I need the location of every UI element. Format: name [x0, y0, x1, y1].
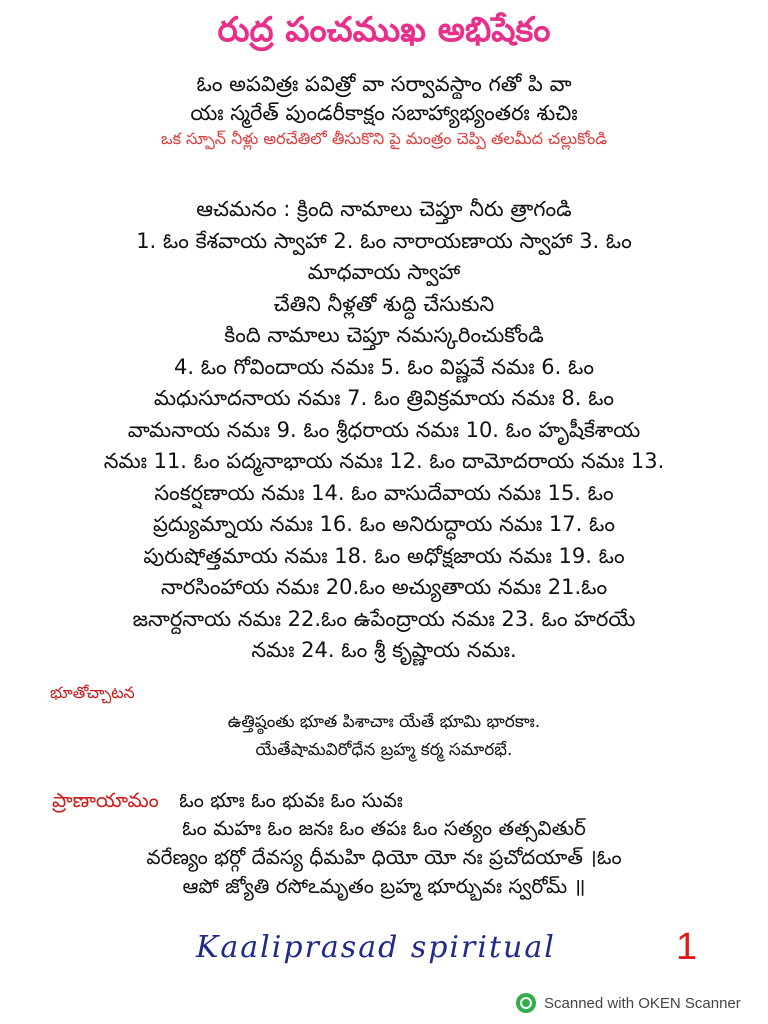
- achamanam-line: సంకర్షణాయ నమః 14. ఓం వాసుదేవాయ నమః 15. ఓం: [154, 480, 614, 505]
- scanner-logo-icon: [516, 993, 536, 1013]
- achamanam-line: నమః 24. ఓం శ్రీ కృష్ణాయ నమః.: [251, 638, 517, 662]
- achamanam-line: ప్రద్యుమ్నాయ నమః 16. ఓం అనిరుద్ధాయ నమః 17. ఓం: [152, 512, 616, 536]
- achamanam-line: పురుషోత్తమాయ నమః 18. ఓం అధోక్షజాయ నమః 19. ఓం: [143, 543, 625, 568]
- bhutochatana-label: భూతోచ్చాటన: [50, 683, 135, 702]
- author-signature: Kaaliprasad spiritual: [196, 930, 556, 965]
- page-number: 1: [676, 926, 698, 968]
- bhutochatana-line: యేతేషామవిరోధేన బ్రహ్మ కర్మ సమారభే.: [255, 740, 513, 760]
- intro-line: యః స్మరేత్ పుండరీకాక్షం సబాహ్యాభ్యంతరః శుచిః: [190, 101, 578, 125]
- achamanam-line: నారసింహాయ నమః 20.ఓం అచ్యుతాయ నమః 21.ఓం: [160, 575, 608, 599]
- scanner-watermark: [516, 992, 741, 1014]
- achamanam-line: జనార్దనాయ నమః 22.ఓం ఉపేంద్రాయ నమః 23. ఓం హరయే: [132, 606, 636, 631]
- pranayamam-line: వరేణ్యం భర్గో దేవస్య ధీమహి ధియో యో నః ప్రచోదయాత్ ।ఓం: [146, 845, 622, 869]
- achamanam-line: కింది నామాలు చెప్తూ నమస్కరించుకోండి: [224, 323, 544, 347]
- page-title: రుద్ర పంచముఖ అభిషేకం: [217, 10, 551, 50]
- pranayamam-line: ఓం మహః ఓం జనః ఓం తపః ఓం సత్యం తత్సవితుర్: [182, 816, 586, 840]
- achamanam-line: వామనాయ నమః 9. ఓం శ్రీధరాయ నమః 10. ఓం హృషీకేశాయ: [127, 417, 641, 442]
- achamanam-line: నమః 11. ఓం పద్మనాభాయ నమః 12. ఓం దామోదరాయ నమః 13.: [103, 449, 665, 473]
- achamanam-line: మధుసూదనాయ నమః 7. ఓం త్రివిక్రమాయ నమః 8. ఓం: [153, 386, 615, 410]
- pranayamam-line: ఆపో జ్యోతి రసోఽమృతం బ్రహ్మ భూర్భువః స్వరోమ్ ॥: [182, 874, 586, 898]
- pranayamam-first-row: [52, 786, 752, 814]
- scanner-label: Scanned with OKEN Scanner: [544, 994, 741, 1012]
- achamanam-line: 1. ఓం కేశవాయ స్వాహా 2. ఓం నారాయణాయ స్వాహా 3. ఓం: [136, 228, 632, 253]
- achamanam-line: మాధవాయ స్వాహా: [307, 260, 461, 284]
- achamanam-line: 4. ఓం గోవిందాయ నమః 5. ఓం విష్ణవే నమః 6. ఓం: [174, 354, 594, 379]
- intro-note: ఒక స్పూన్ నీళ్లు అరచేతిలో తీసుకొని పై మంత్రం చెప్పి తలమీద చల్లుకోండి: [160, 129, 608, 148]
- achamanam-line: ఆచమనం : క్రింది నామాలు చెప్తూ నీరు త్రాగండి: [196, 197, 572, 221]
- achamanam-section: [20, 194, 748, 667]
- pranayamam-section: [20, 814, 748, 901]
- achamanam-line: చేతిని నీళ్లతో శుద్ధి చేసుకుని: [273, 291, 495, 316]
- bhutochatana-section: [20, 708, 748, 764]
- pranayamam-first-line: ఓం భూః ఓం భువః ఓం సువః: [179, 788, 403, 812]
- bhutochatana-line: ఉత్తిష్ఠంతు భూత పిశాచాః యేతే భూమి భారకాః.: [227, 712, 541, 732]
- intro-line: ఓం అపవిత్రః పవిత్రో వా సర్వావస్థాం గతో పి వా: [196, 72, 572, 96]
- pranayamam-label: ప్రాణాయామం: [52, 788, 159, 812]
- intro-section: [20, 70, 748, 150]
